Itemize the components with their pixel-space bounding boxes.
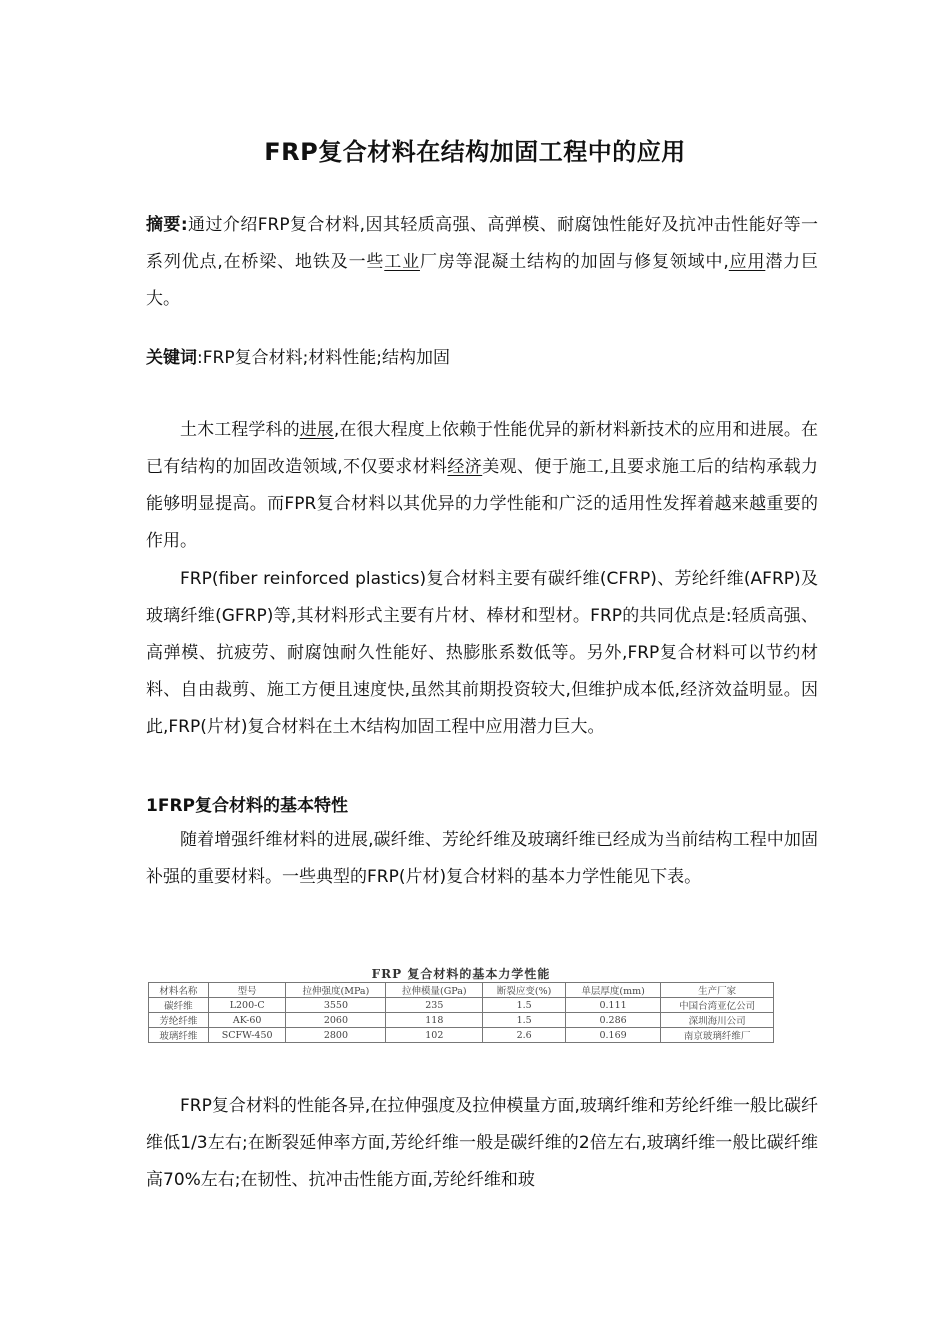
table-cell: 0.286	[565, 1013, 660, 1028]
properties-table-figure	[148, 966, 774, 1043]
abstract-text-3: 潜力巨大。	[146, 252, 819, 309]
table-row	[149, 998, 774, 1013]
table-row	[149, 1013, 774, 1028]
p1-text-2: ,在很大程度上依赖于性能优异的新材料新技术的应用和进展。在已有结构的加固改造领域,不仅要求材料	[146, 420, 819, 477]
table-cell: L200-C	[208, 998, 286, 1013]
body-paragraph-1	[146, 412, 818, 560]
keywords-line	[146, 340, 818, 377]
link-industry[interactable]: 工业	[384, 252, 420, 272]
table-cell: 深圳海川公司	[661, 1013, 774, 1028]
header-cell: 拉伸模量(GPa)	[386, 983, 483, 998]
body-paragraph-4: FRP复合材料的性能各异,在拉伸强度及拉伸模量方面,玻璃纤维和芳纶纤维一般比碳纤维低1/3左右;在断裂延伸率方面,芳纶纤维一般是碳纤维的2倍左右,玻璃纤维一般比碳纤维高70%左右;在韧性、抗冲击性能方面,芳纶纤维和玻	[146, 1096, 818, 1190]
table-cell: 碳纤维	[149, 998, 209, 1013]
table-cell: 中国台湾亚亿公司	[661, 998, 774, 1013]
table-cell: 0.111	[565, 998, 660, 1013]
table-cell: 0.169	[565, 1028, 660, 1043]
table-cell: 南京玻璃纤维厂	[661, 1028, 774, 1043]
header-cell: 拉伸强度(MPa)	[286, 983, 386, 998]
abstract-paragraph	[146, 207, 818, 318]
table-cell: 235	[386, 998, 483, 1013]
table-title: FRP 复合材料的基本力学性能	[371, 967, 551, 981]
table-header-row	[149, 983, 774, 998]
keywords-label: 关键词	[146, 348, 197, 368]
header-cell: 断裂应变(%)	[483, 983, 566, 998]
table-cell: SCFW-450	[208, 1028, 286, 1043]
abstract-label: 摘要:	[146, 215, 188, 235]
section-heading: 1FRP复合材料的基本特性	[146, 796, 348, 816]
table-cell: 2060	[286, 1013, 386, 1028]
p1-text-3: 美观、便于施工,且要求施工后的结构承载力能够明显提高。而FPR复合材料以其优异的力学性能和广泛的适用性发挥着越来越重要的作用。	[146, 457, 819, 551]
table-cell: 1.5	[483, 998, 566, 1013]
header-cell: 型号	[208, 983, 286, 998]
table-cell: 2.6	[483, 1028, 566, 1043]
table-cell: 3550	[286, 998, 386, 1013]
link-progress[interactable]: 进展	[299, 420, 334, 440]
table-cell: 芳纶纤维	[149, 1013, 209, 1028]
table-row	[149, 1028, 774, 1043]
link-application[interactable]: 应用	[728, 252, 766, 272]
keywords-text: :FRP复合材料;材料性能;结构加固	[197, 348, 451, 368]
abstract-text: 通过介绍FRP复合材料,因其轻质高强、高弹模、耐腐蚀性能好及抗冲击性能好等一系列优点,在桥梁、地铁及一些	[146, 215, 818, 272]
table-cell: 1.5	[483, 1013, 566, 1028]
link-economy[interactable]: 经济	[447, 457, 483, 477]
abstract-text-2: 厂房等混凝土结构的加固与修复领域中,	[419, 252, 729, 272]
table-cell: 玻璃纤维	[149, 1028, 209, 1043]
table-cell: 102	[386, 1028, 483, 1043]
table-cell: 118	[386, 1013, 483, 1028]
header-cell: 材料名称	[149, 983, 209, 998]
document-title: FRP复合材料在结构加固工程中的应用	[264, 138, 686, 166]
table-cell: 2800	[286, 1028, 386, 1043]
body-paragraph-3: 随着增强纤维材料的进展,碳纤维、芳纶纤维及玻璃纤维已经成为当前结构工程中加固补强的重要材料。一些典型的FRP(片材)复合材料的基本力学性能见下表。	[146, 830, 818, 887]
header-cell: 生产厂家	[661, 983, 774, 998]
header-cell: 单层厚度(mm)	[565, 983, 660, 998]
body-paragraph-2: FRP(fiber reinforced plastics)复合材料主要有碳纤维(CFRP)、芳纶纤维(AFRP)及玻璃纤维(GFRP)等,其材料形式主要有片材、棒材和型材。FRP的共同优点是:轻质高强、高弹模、抗疲劳、耐腐蚀耐久性能好、热膨胀系数低等。另外,FRP复合材料可以节约材料、自由裁剪、施工方便且速度快,虽然其前期投资较大,但维护成本低,经济效益明显。因此,FRP(片材)复合材料在土木结构加固工程中应用潜力巨大。	[146, 569, 818, 737]
properties-table	[148, 982, 774, 1043]
table-cell: AK-60	[208, 1013, 286, 1028]
p1-text: 土木工程学科的	[180, 420, 300, 440]
